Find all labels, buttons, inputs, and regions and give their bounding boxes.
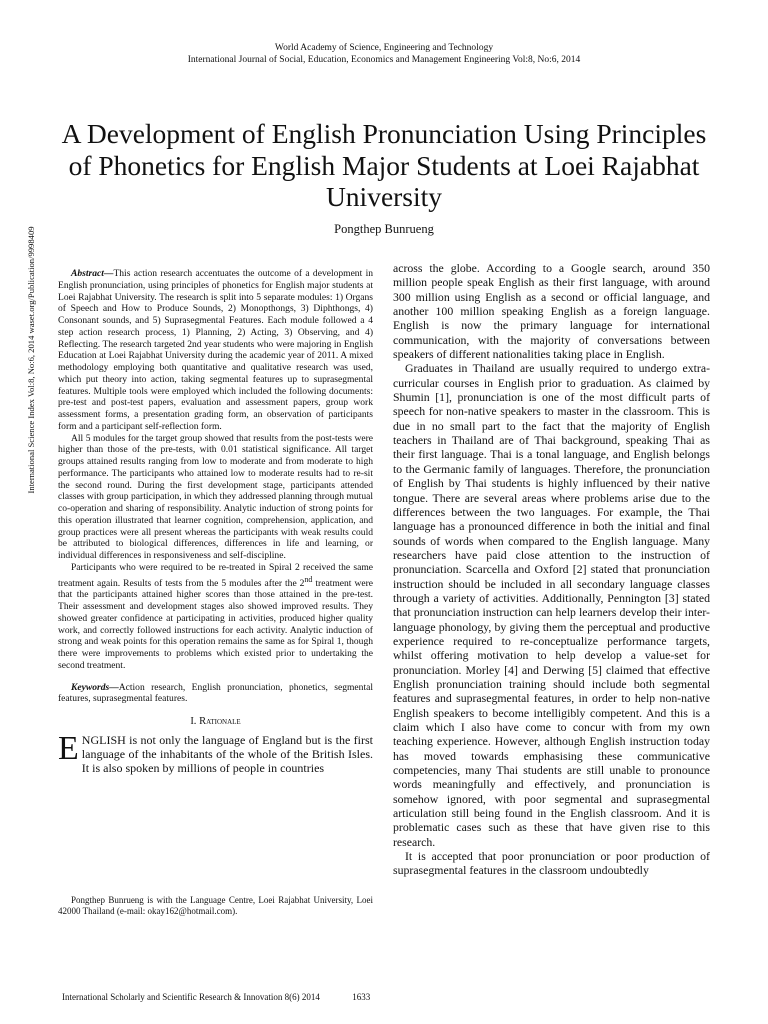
keywords: Keywords—Action research, English pronunciation, phonetics, segmental features, suprasegmental features. (58, 681, 373, 705)
right-paragraph-2: Graduates in Thailand are usually required to undergo extra-curricular courses in English prior to graduation. As claimed by Shumin [1], pronunciation is one of the most difficult parts of speech for non-native speakers to master in the classroom. This is due in no small part to the fact that the majority of English teachers in Thailand are of Thai background, speaking Thai as their first language. Thai is a tonal language, and English belongs to the Germanic family of languages. Therefore, the pronunciation of English by Thai students is highly influenced by their native tongue. There are several areas where problems arise due to the differences between the two languages. For example, the Thai language has a pronounced difference in both the initial and final sounds of words when compared to the English language. Many researchers have paid close attention to the instruction of pronunciation. Scarcella and Oxford [2] stated that pronunciation instruction should be included in all secondary language classes through a variety of activities. Additionally, Pennington [3] stated that pronunciation instruction can help learners develop their inter-language phonology, by giving them the perceptual and productive experience required to re-conceptualize performance targets, whilst offering motivation to help develop a value-set for pronunciation. Morley [4] and Derwing [5] claimed that effective English pronunciation training should include both segmental features and suprasegmental features, in order to help non-native English speakers to become intelligibly competent. And this is a claim which I also have come to concur with from my own teaching experience. However, although English instruction today has moved towards emphasising these communicative competencies, many Thai students are still unable to pronounce words meaningfully and effectively, and pronunciation is somehow ignored, with poor segmental and suprasegmental articulation still being found in the English classroom. And it is problematic cases such as these that have given rise to this research. (393, 361, 710, 849)
page-footer (62, 992, 370, 1002)
drop-cap: E (58, 729, 79, 767)
right-paragraph-3: It is accepted that poor pronunciation or poor production of suprasegmental features in the classroom undoubtedly (393, 849, 710, 878)
section-1-paragraph: ENGLISH is not only the language of England but is the first language of the inhabitants of the whole of the British Isles. It is also spoken by millions of people in countries (58, 729, 373, 776)
right-paragraph-1: across the globe. According to a Google search, around 350 million people speak English as their first language, with around 300 million using English as a second or official language, and another 100 million speaking English as a foreign language. English is now the primary language for international communication, with the majority of conversations between speakers of different nationalities taking place in English. (393, 261, 710, 362)
sidebar-index-text: International Science Index Vol:8, No:6, 2014 waset.org/Publication/9998409 (26, 226, 36, 494)
page-number: 1633 (352, 992, 371, 1002)
footer-journal: International Scholarly and Scientific Research & Innovation 8(6) 2014 (62, 992, 320, 1002)
paper-title: A Development of English Pronunciation Using Principles of Phonetics for English Major Students at Loei Rajabhat University (61, 118, 707, 212)
author-affiliation-note: Pongthep Bunrueng is with the Language Centre, Loei Rajabhat University, Loei 42000 Thailand (e-mail: okay162@hotmail.com). (58, 895, 373, 916)
abstract-paragraph-2: All 5 modules for the target group showed that results from the post-tests were higher than those of the pre-tests, with 0.01 statistical significance. All target groups attained results ranging from low to moderate and from moderate to high performance. The participants who attained low to moderate results had to re-sit the second round. During the first development stage, participants attended classes with group participation, in which they addressed planning through mutual co-operation and sharing of responsibility. Analytic induction of strong points for this operation illustrated that learner cognition, comprehension, application, and group practices were all present whereas the participants with weak results could be attributed to biological differences, differences in life and learning, or individual differences in responsiveness and self-discipline. (58, 432, 373, 561)
section-heading-rationale: I. Rationale (190, 716, 241, 728)
header-line-2: International Journal of Social, Education, Economics and Management Engineering Vol:8, No:6, 2014 (187, 55, 581, 65)
header-line-1: World Academy of Science, Engineering and Technology (274, 43, 494, 53)
keywords-label: Keywords— (71, 681, 119, 693)
abstract-label: Abstract— (71, 268, 114, 279)
abstract-paragraph-3: Participants who were required to be re-treated in Spiral 2 received the same treatment again. Results of tests from the 5 modules after the 2nd treatment were that the participants attained higher scores than those attained in the pre-test. Their assessment and development stages also showed improved results. They showed greater confidence at participating in activities, produced higher quality work, and correctly followed instructions for each activity. Analytic induction of strong and weak points for this operation remains the same as for Spiral 1, though there were improvements to problems which existed prior to undertaking the second treatment. (58, 561, 373, 671)
right-column (393, 261, 710, 878)
journal-header (0, 42, 768, 66)
author-name: Pongthep Bunrueng (334, 222, 434, 236)
abstract-paragraph-1: Abstract—This action research accentuates the outcome of a development in English pronunciation, using principles of phonetics for English major students at Loei Rajabhat University. The research is split into 5 separate modules: 1) Organs of Speech and How to Produce Sounds, 2) Monopthongs, 3) Diphthongs, 4) Consonant sounds, and 5) Suprasegmental Features. Each module followed a 4 step action research process, 1) Planning, 2) Acting, 3) Observing, and 4) Reflecting. The research targeted 2nd year students who were majoring in English Education at Loei Rajabhat University during the academic year of 2011. A mixed methodology employing both quantitative and qualitative research was used, which put theory into action, taking segmental features up to suprasegmental features. Multiple tools were employed which included the following documents: pre-test and post-test papers, evaluation and assessment papers, group work assessment forms, a presentation grading form, an observation of participants form and a participant self-reflection form. (58, 268, 373, 432)
left-column (58, 268, 373, 776)
